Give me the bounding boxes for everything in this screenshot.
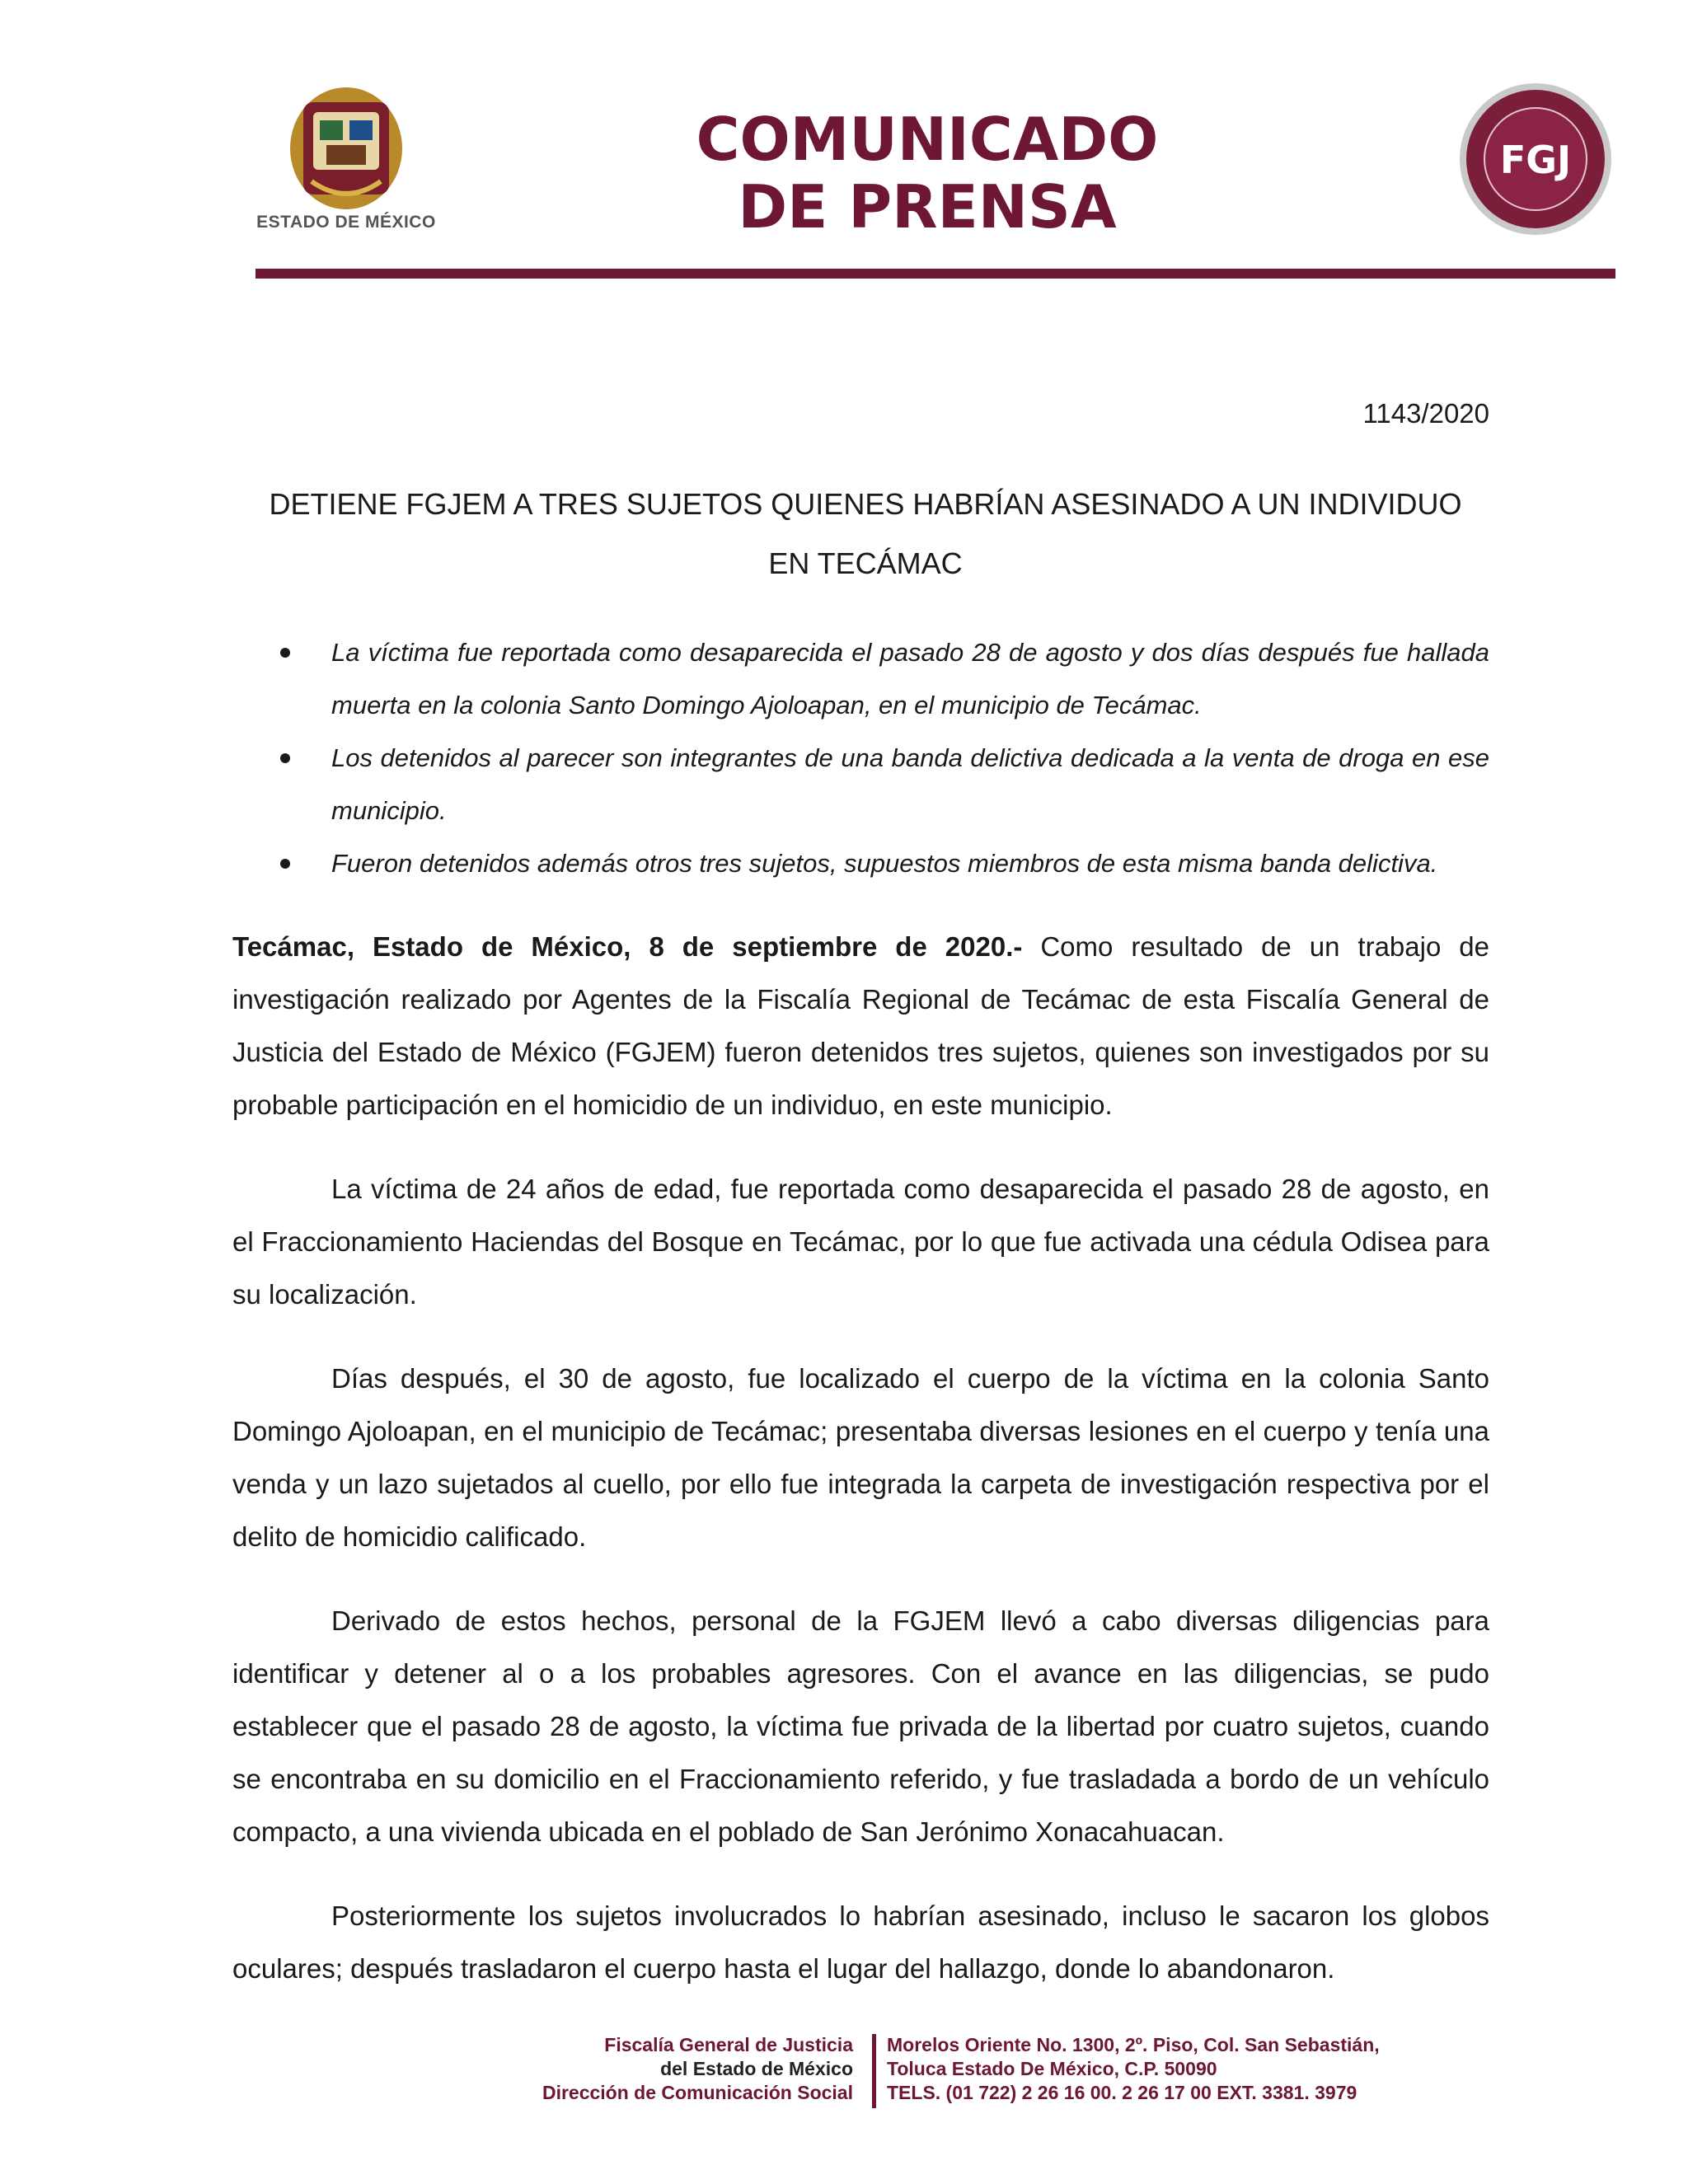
footer-phone-line: TELS. (01 722) 2 26 16 00. 2 26 17 00 EXT. 3381. 3979 [887, 2082, 1357, 2103]
fgj-seal-logo [1457, 81, 1614, 237]
headline-line-1: COMUNICADO [696, 105, 1159, 174]
footer-divider [872, 2034, 876, 2108]
body-paragraph-4: Derivado de estos hechos, personal de la FGJEM llevó a cabo diversas diligencias para identificar y detener al o a los probables agresores. Con el avance en las diligencias, se pudo establecer que el pasado 28 de agosto, la víctima fue privada de la libertad por cuatro sujetos, cuando se encontraba en su domicilio en el Fraccionamiento referido, y fue trasladada a bordo de un vehículo compacto, a una vivienda ubicada en el poblado de San Jerónimo Xonacahuacan. [232, 1605, 1489, 1847]
headline-line-2: DE PRENSA [738, 172, 1117, 241]
bullet-item [280, 626, 1489, 732]
paragraph-text: Como resultado de un trabajo de investigación realizado por Agentes de la Fiscalía Regional de Tecámac de esta Fiscalía General de Justicia del Estado de México (FGJEM) fueron detenidos tres sujetos, quienes son investigados por su probable participación en el homicidio de un individuo, en este municipio. [232, 931, 1490, 1120]
press-release-title [239, 475, 1492, 593]
footer-address-line-2: Toluca Estado De México, C.P. 50090 [887, 2058, 1217, 2079]
header-divider [256, 269, 1615, 279]
document-number: 1143/2020 [1362, 398, 1489, 429]
footer-institution-line-1: Fiscalía General de Justicia [604, 2034, 853, 2055]
press-release-headline [659, 105, 1195, 241]
body-paragraph-1 [232, 921, 1489, 1132]
title-line-1: DETIENE FGJEM A TRES SUJETOS QUIENES HABRÍAN ASESINADO A UN INDIVIDUO [269, 487, 1462, 521]
footer-contact [887, 2033, 1464, 2105]
bullet-item [280, 732, 1489, 837]
summary-bullets [280, 626, 1489, 890]
body-paragraph-5: Posteriormente los sujetos involucrados lo habrían asesinado, incluso le sacaron los globos oculares; después trasladaron el cuerpo hasta el lugar del hallazgo, donde lo abandonaron. [232, 1900, 1489, 1984]
bullet-text: Fueron detenidos además otros tres sujetos, supuestos miembros de esta misma banda delictiva. [331, 849, 1438, 878]
press-release-body [232, 921, 1489, 2027]
bullet-text: Los detenidos al parecer son integrantes de una banda delictiva dedicada a la venta de droga en ese municipio. [331, 743, 1489, 825]
state-label: ESTADO DE MÉXICO [256, 213, 436, 232]
bullet-text: La víctima fue reportada como desaparecida el pasado 28 de agosto y dos días después fue hallada muerta en la colonia Santo Domingo Ajoloapan, en el municipio de Tecámac. [331, 638, 1489, 719]
footer-institution [445, 2033, 853, 2105]
body-paragraph-3: Días después, el 30 de agosto, fue localizado el cuerpo de la víctima en la colonia Santo Domingo Ajoloapan, en el municipio de Tecámac; presentaba diversas lesiones en el cuerpo y tenía una venda y un lazo sujetados al cuello, por ello fue integrada la carpeta de investigación respectiva por el delito de homicidio calificado. [232, 1363, 1489, 1552]
footer-institution-line-2: del Estado de México [660, 2058, 853, 2079]
dateline: Tecámac, Estado de México, 8 de septiembre de 2020.- [232, 931, 1023, 962]
footer-institution-line-3: Dirección de Comunicación Social [542, 2082, 853, 2103]
bullet-icon [280, 859, 290, 869]
bullet-icon [280, 648, 290, 658]
title-line-2: EN TECÁMAC [768, 546, 963, 580]
body-paragraph-2: La víctima de 24 años de edad, fue reportada como desaparecida el pasado 28 de agosto, en el Fraccionamiento Haciendas del Bosque en Tecámac, por lo que fue activada una cédula Odisea para su localización. [232, 1174, 1489, 1310]
seal-text: FGJ [1499, 138, 1572, 182]
bullet-icon [280, 753, 290, 763]
bullet-item [280, 837, 1489, 890]
footer-address-line-1: Morelos Oriente No. 1300, 2º. Piso, Col. San Sebastián, [887, 2034, 1380, 2055]
